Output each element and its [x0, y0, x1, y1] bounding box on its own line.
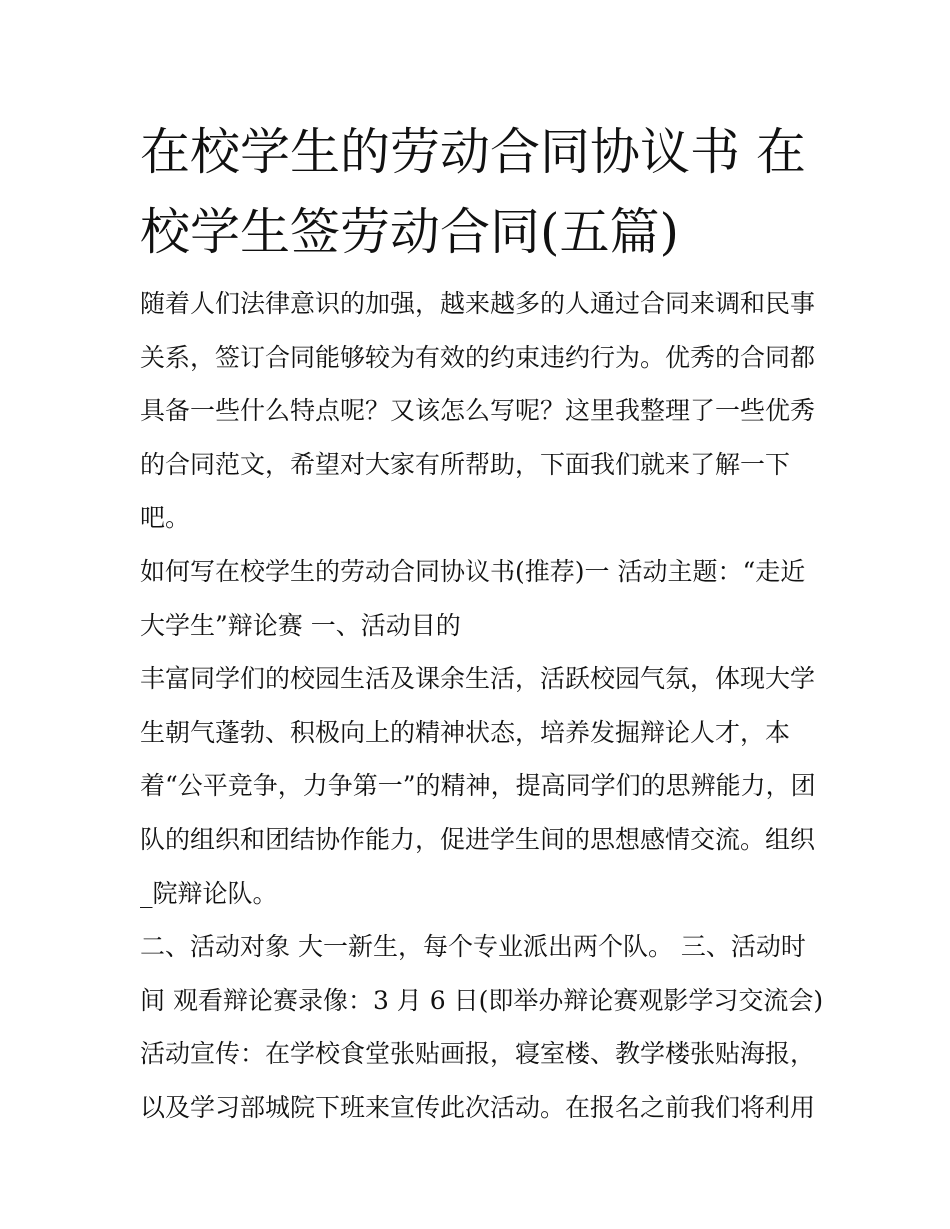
body-text-line: 间 观看辩论赛录像：3 月 6 日(即举办辩论赛观影学习交流会): [140, 985, 824, 1015]
body-text-line: 活动宣传：在学校食堂张贴画报，寝室楼、教学楼张贴海报，: [140, 1039, 816, 1069]
title-line: 校学生签劳动合同(五篇): [140, 203, 680, 261]
body-text-line: 以及学习部城院下班来宣传此次活动。在报名之前我们将利用: [140, 1092, 816, 1122]
body-text-line: 吧。: [140, 503, 191, 533]
body-text-line: 队的组织和团结协作能力，促进学生间的思想感情交流。组织: [140, 824, 816, 854]
body-text-line: 丰富同学们的校园生活及课余生活，活跃校园气氛，体现大学: [140, 664, 816, 694]
body-text-line: 的合同范文，希望对大家有所帮助，下面我们就来了解一下: [140, 449, 791, 479]
body-text-line: 生朝气蓬勃、积极向上的精神状态，培养发掘辩论人才，本: [140, 717, 791, 747]
document-page: [140, 112, 824, 1135]
body-text-line: _院辩论队。: [140, 878, 278, 908]
body-text-line: 具备一些什么特点呢？又该怎么写呢？这里我整理了一些优秀: [140, 396, 816, 426]
body-text-line: 随着人们法律意识的加强，越来越多的人通过合同来调和民事: [140, 289, 816, 318]
body-text-line: 如何写在校学生的劳动合同协议书(推荐)一 活动主题：“走近: [140, 556, 806, 586]
body-text-line: 着“公平竞争，力争第一”的精神，提高同学们的思辨能力，团: [140, 771, 816, 801]
title-line: 在校学生的劳动合同协议书 在: [140, 123, 806, 181]
body-text-line: 二、活动对象 大一新生，每个专业派出两个队。 三、活动时: [140, 932, 806, 962]
body-text-line: 关系，签订合同能够较为有效的约束违约行为。优秀的合同都: [140, 342, 816, 372]
body-text-line: 大学生”辩论赛 一、活动目的: [140, 610, 461, 640]
document-title: [140, 112, 815, 272]
document-body: [140, 277, 824, 1135]
